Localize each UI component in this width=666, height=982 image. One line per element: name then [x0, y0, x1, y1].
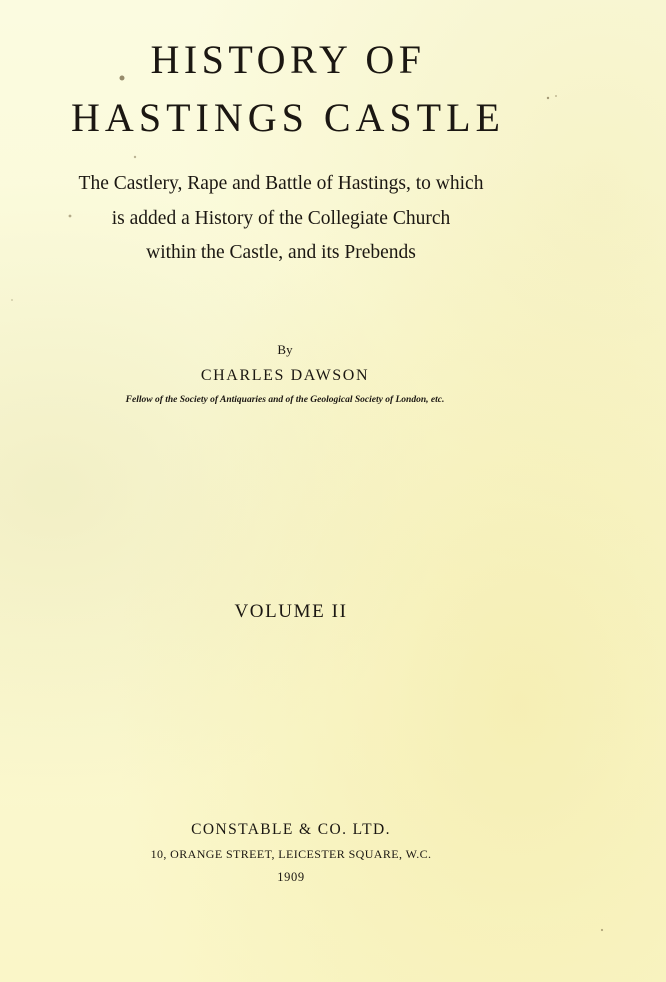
subtitle-line-1: The Castlery, Rape and Battle of Hastings, to which: [78, 173, 484, 194]
publisher-name: CONSTABLE & CO. LTD.: [191, 821, 391, 838]
by-label: By: [277, 342, 293, 357]
author-affiliation: Fellow of the Society of Antiquaries and of the Geological Society of London, etc.: [125, 395, 445, 405]
publication-year: 1909: [277, 870, 305, 884]
subtitle-line-3: within the Castle, and its Prebends: [146, 242, 416, 263]
author-name: CHARLES DAWSON: [200, 367, 370, 384]
subtitle-line-2: is added a History of the Collegiate Church: [111, 208, 451, 229]
volume-number: VOLUME II: [234, 601, 348, 622]
book-title-line-2: HASTINGS CASTLE: [71, 95, 505, 140]
publisher-address: 10, ORANGE STREET, LEICESTER SQUARE, W.C.: [150, 847, 432, 861]
book-title-line-1: HISTORY OF: [150, 37, 426, 82]
